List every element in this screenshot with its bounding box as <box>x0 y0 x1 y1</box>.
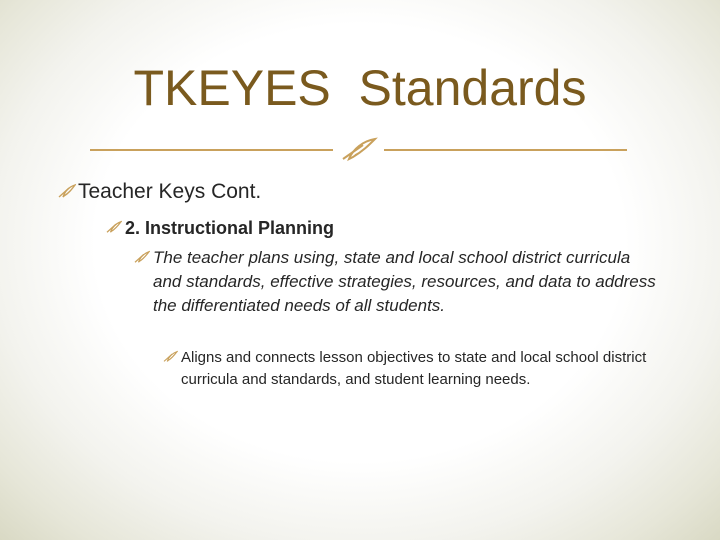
bullet-level-3: The teacher plans using, state and local school district curricula and standards, effective strategies, resources, and data to address the differentiated needs of all students. <box>153 248 656 315</box>
bullet-level-2: 2. Instructional Planning <box>125 218 335 238</box>
feather-bullet-icon <box>163 350 178 363</box>
bullet-level-4: Aligns and connects lesson objectives to state and local school district curricula and standards, and student learning needs. <box>181 349 647 388</box>
title-divider-right <box>384 149 627 151</box>
bullet-level-1: Teacher Keys Cont. <box>78 180 262 203</box>
title-divider-left <box>90 149 333 151</box>
slide-title: TKEYES Standards <box>133 60 587 116</box>
feather-bullet-icon <box>106 220 122 234</box>
feather-quill-icon <box>339 137 379 163</box>
feather-bullet-icon <box>58 183 76 199</box>
feather-bullet-icon <box>134 250 150 264</box>
